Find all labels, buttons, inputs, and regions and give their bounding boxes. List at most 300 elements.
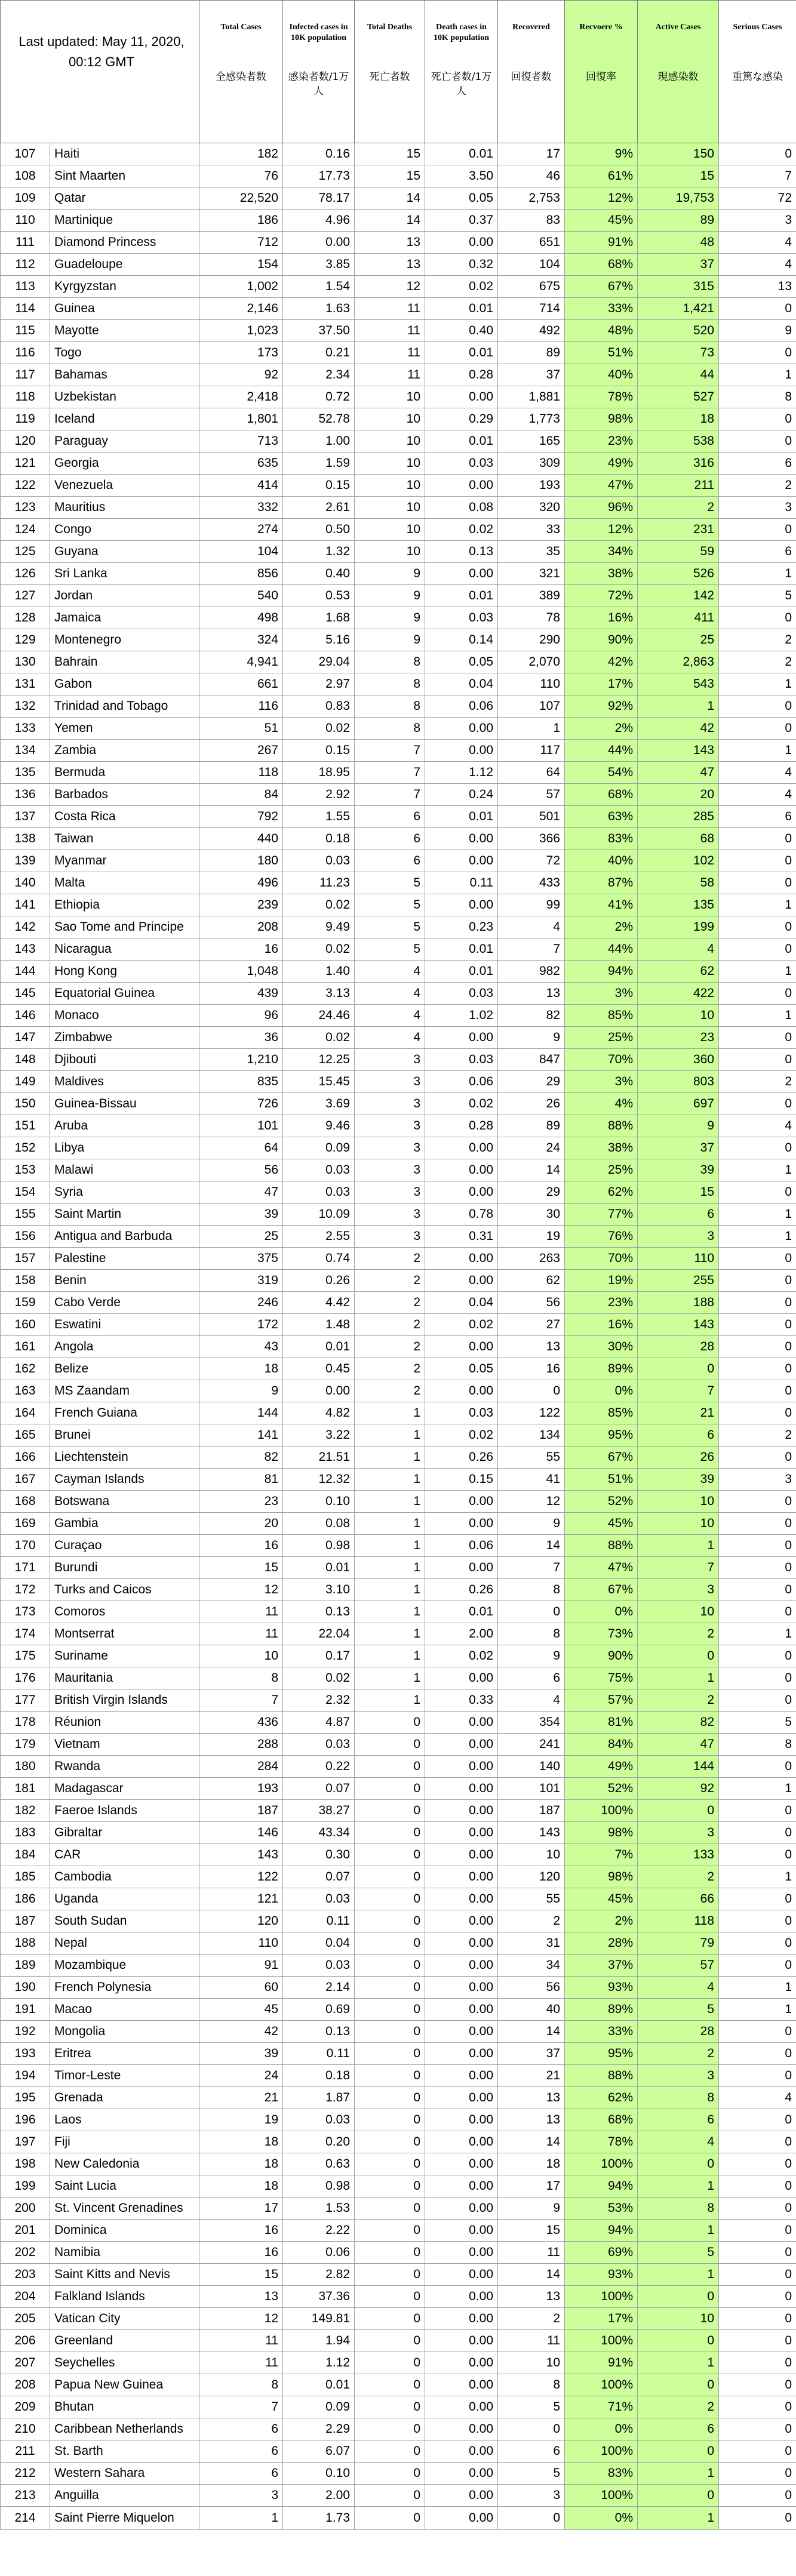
cell-deaths-per-10k: 0.00 — [425, 1380, 498, 1402]
cell-rank: 150 — [1, 1093, 50, 1115]
cell-infected-per-10k: 4.42 — [283, 1292, 355, 1314]
cell-serious-cases: 0 — [719, 2352, 796, 2374]
cell-total-cases: 186 — [199, 210, 283, 232]
cell-infected-per-10k: 0.15 — [283, 475, 355, 497]
cell-recovery-percent: 0% — [565, 2507, 638, 2530]
cell-serious-cases: 0 — [719, 342, 796, 364]
cell-total-cases: 24 — [199, 2065, 283, 2087]
cell-active-cases: 10 — [638, 1005, 719, 1027]
cell-active-cases: 3 — [638, 1579, 719, 1601]
cell-recovery-percent: 100% — [565, 1800, 638, 1822]
cell-active-cases: 2 — [638, 1623, 719, 1645]
cell-deaths-per-10k: 0.01 — [425, 1601, 498, 1623]
cell-serious-cases: 0 — [719, 607, 796, 629]
cell-recovered: 0 — [498, 1601, 565, 1623]
cell-active-cases: 62 — [638, 961, 719, 983]
cell-infected-per-10k: 0.40 — [283, 563, 355, 585]
cell-total-cases: 8 — [199, 2374, 283, 2396]
cell-total-deaths: 9 — [355, 607, 425, 629]
cell-rank: 115 — [1, 320, 50, 342]
cell-rank: 173 — [1, 1601, 50, 1623]
cell-infected-per-10k: 0.02 — [283, 718, 355, 740]
cell-rank: 209 — [1, 2396, 50, 2418]
cell-infected-per-10k: 4.96 — [283, 210, 355, 232]
cell-country: Caribbean Netherlands — [50, 2418, 199, 2440]
table-row — [1, 1844, 796, 1866]
cell-active-cases: 0 — [638, 1800, 719, 1822]
cell-total-cases: 144 — [199, 1402, 283, 1424]
cell-active-cases: 1 — [638, 2264, 719, 2286]
cell-rank: 187 — [1, 1910, 50, 1932]
table-row — [1, 2463, 796, 2485]
cell-infected-per-10k: 1.40 — [283, 961, 355, 983]
cell-total-deaths: 0 — [355, 2264, 425, 2286]
cell-deaths-per-10k: 0.04 — [425, 673, 498, 695]
cell-serious-cases: 0 — [719, 1888, 796, 1910]
cell-active-cases: 0 — [638, 1645, 719, 1667]
cell-recovered: 6 — [498, 2440, 565, 2463]
cell-rank: 198 — [1, 2153, 50, 2175]
cell-deaths-per-10k: 0.00 — [425, 2175, 498, 2198]
cell-serious-cases: 1 — [719, 1204, 796, 1226]
cell-infected-per-10k: 9.49 — [283, 916, 355, 938]
table-row — [1, 386, 796, 408]
cell-active-cases: 133 — [638, 1844, 719, 1866]
header-recovery-percent-ja: 回復率 — [586, 71, 616, 83]
cell-total-deaths: 1 — [355, 1447, 425, 1469]
cell-recovered: 41 — [498, 1469, 565, 1491]
cell-total-cases: 11 — [199, 1601, 283, 1623]
table-row — [1, 1336, 796, 1358]
cell-country: Nepal — [50, 1932, 199, 1955]
header-active-cases-en: Active Cases — [655, 23, 701, 32]
cell-recovery-percent: 100% — [565, 2374, 638, 2396]
cell-serious-cases: 0 — [719, 2374, 796, 2396]
cell-recovery-percent: 33% — [565, 298, 638, 320]
cell-total-deaths: 6 — [355, 850, 425, 872]
cell-serious-cases: 0 — [719, 1645, 796, 1667]
cell-recovered: 140 — [498, 1756, 565, 1778]
cell-country: Seychelles — [50, 2352, 199, 2374]
cell-recovered: 14 — [498, 2264, 565, 2286]
table-row — [1, 1491, 796, 1513]
cell-rank: 167 — [1, 1469, 50, 1491]
cell-total-deaths: 0 — [355, 2485, 425, 2507]
cell-country: Montserrat — [50, 1623, 199, 1645]
cell-recovered: 5 — [498, 2396, 565, 2418]
cell-total-deaths: 0 — [355, 1888, 425, 1910]
cell-country: Monaco — [50, 1005, 199, 1027]
cell-country: Maldives — [50, 1071, 199, 1093]
table-row — [1, 2175, 796, 2198]
cell-infected-per-10k: 0.09 — [283, 1137, 355, 1159]
cell-recovery-percent: 91% — [565, 232, 638, 254]
cell-recovery-percent: 68% — [565, 784, 638, 806]
cell-serious-cases: 1 — [719, 673, 796, 695]
cell-recovered: 1,881 — [498, 386, 565, 408]
cell-active-cases: 42 — [638, 718, 719, 740]
cell-recovery-percent: 91% — [565, 2352, 638, 2374]
cell-total-deaths: 5 — [355, 894, 425, 916]
cell-serious-cases: 1 — [719, 1999, 796, 2021]
cell-rank: 161 — [1, 1336, 50, 1358]
cell-deaths-per-10k: 0.00 — [425, 1888, 498, 1910]
cell-recovered: 2,070 — [498, 651, 565, 673]
cell-rank: 113 — [1, 276, 50, 298]
cell-infected-per-10k: 2.00 — [283, 2485, 355, 2507]
cell-deaths-per-10k: 0.02 — [425, 1093, 498, 1115]
cell-total-deaths: 2 — [355, 1270, 425, 1292]
cell-deaths-per-10k: 0.00 — [425, 2507, 498, 2530]
cell-deaths-per-10k: 0.02 — [425, 1314, 498, 1336]
cell-total-cases: 12 — [199, 2308, 283, 2330]
table-row — [1, 2330, 796, 2352]
cell-serious-cases: 0 — [719, 408, 796, 430]
table-row — [1, 1005, 796, 1027]
cell-rank: 183 — [1, 1822, 50, 1844]
cell-total-cases: 8 — [199, 1667, 283, 1689]
cell-rank: 164 — [1, 1402, 50, 1424]
cell-deaths-per-10k: 0.00 — [425, 2330, 498, 2352]
cell-country: Uganda — [50, 1888, 199, 1910]
header-total-cases — [199, 1, 283, 143]
cell-recovery-percent: 100% — [565, 2153, 638, 2175]
cell-rank: 208 — [1, 2374, 50, 2396]
cell-infected-per-10k: 0.13 — [283, 2021, 355, 2043]
cell-serious-cases: 6 — [719, 806, 796, 828]
cell-recovered: 6 — [498, 1667, 565, 1689]
cell-country: Montenegro — [50, 629, 199, 651]
cell-serious-cases: 0 — [719, 1049, 796, 1071]
cell-infected-per-10k: 0.02 — [283, 938, 355, 961]
cell-recovery-percent: 93% — [565, 1977, 638, 1999]
cell-recovery-percent: 0% — [565, 1380, 638, 1402]
cell-serious-cases: 0 — [719, 2418, 796, 2440]
cell-total-deaths: 0 — [355, 2352, 425, 2374]
cell-recovery-percent: 44% — [565, 740, 638, 762]
cell-active-cases: 9 — [638, 1115, 719, 1137]
header-recovered-ja: 回復者数 — [511, 71, 552, 83]
cell-rank: 127 — [1, 585, 50, 607]
cell-total-cases: 18 — [199, 2175, 283, 2198]
cell-total-cases: 712 — [199, 232, 283, 254]
cell-country: Timor-Leste — [50, 2065, 199, 2087]
cell-infected-per-10k: 1.87 — [283, 2087, 355, 2109]
cell-rank: 133 — [1, 718, 50, 740]
cell-country: Guinea — [50, 298, 199, 320]
cell-active-cases: 1,421 — [638, 298, 719, 320]
cell-recovery-percent: 93% — [565, 2264, 638, 2286]
cell-serious-cases: 4 — [719, 2087, 796, 2109]
cell-rank: 111 — [1, 232, 50, 254]
cell-serious-cases: 0 — [719, 1756, 796, 1778]
cell-recovered: 241 — [498, 1734, 565, 1756]
cell-recovery-percent: 3% — [565, 983, 638, 1005]
cell-country: Equatorial Guinea — [50, 983, 199, 1005]
cell-recovered: 2,753 — [498, 187, 565, 210]
cell-recovered: 15 — [498, 2220, 565, 2242]
table-row — [1, 2418, 796, 2440]
cell-active-cases: 1 — [638, 2175, 719, 2198]
cell-total-cases: 414 — [199, 475, 283, 497]
cell-total-cases: 116 — [199, 695, 283, 718]
cell-recovery-percent: 89% — [565, 1999, 638, 2021]
cell-infected-per-10k: 0.74 — [283, 1248, 355, 1270]
cell-recovery-percent: 100% — [565, 2485, 638, 2507]
cell-country: Taiwan — [50, 828, 199, 850]
cell-infected-per-10k: 3.10 — [283, 1579, 355, 1601]
cell-active-cases: 58 — [638, 872, 719, 894]
cell-recovery-percent: 45% — [565, 1888, 638, 1910]
cell-total-cases: 20 — [199, 1513, 283, 1535]
cell-total-cases: 118 — [199, 762, 283, 784]
table-row — [1, 1447, 796, 1469]
cell-active-cases: 150 — [638, 143, 719, 165]
cell-serious-cases: 2 — [719, 629, 796, 651]
table-row — [1, 1800, 796, 1822]
table-row — [1, 629, 796, 651]
cell-recovered: 99 — [498, 894, 565, 916]
table-row — [1, 938, 796, 961]
cell-recovery-percent: 96% — [565, 497, 638, 519]
cell-total-deaths: 0 — [355, 1734, 425, 1756]
cell-total-cases: 25 — [199, 1226, 283, 1248]
table-row — [1, 364, 796, 386]
cell-total-cases: 47 — [199, 1181, 283, 1204]
cell-total-deaths: 13 — [355, 232, 425, 254]
cell-rank: 200 — [1, 2198, 50, 2220]
cell-recovered: 29 — [498, 1071, 565, 1093]
cell-infected-per-10k: 0.63 — [283, 2153, 355, 2175]
cell-active-cases: 25 — [638, 629, 719, 651]
header-total-cases-ja: 全感染者数 — [216, 71, 266, 83]
cell-recovered: 5 — [498, 2463, 565, 2485]
cell-serious-cases: 0 — [719, 2198, 796, 2220]
cell-active-cases: 526 — [638, 563, 719, 585]
cell-recovery-percent: 34% — [565, 541, 638, 563]
cell-active-cases: 102 — [638, 850, 719, 872]
cell-total-cases: 498 — [199, 607, 283, 629]
cell-total-cases: 12 — [199, 1579, 283, 1601]
cell-total-deaths: 8 — [355, 673, 425, 695]
cell-infected-per-10k: 78.17 — [283, 187, 355, 210]
cell-serious-cases: 0 — [719, 2330, 796, 2352]
cell-active-cases: 8 — [638, 2087, 719, 2109]
cell-deaths-per-10k: 0.03 — [425, 453, 498, 475]
cell-infected-per-10k: 2.34 — [283, 364, 355, 386]
cell-country: New Caledonia — [50, 2153, 199, 2175]
table-row — [1, 585, 796, 607]
cell-active-cases: 360 — [638, 1049, 719, 1071]
cell-total-cases: 51 — [199, 718, 283, 740]
cell-country: Zimbabwe — [50, 1027, 199, 1049]
cell-recovered: 309 — [498, 453, 565, 475]
cell-total-cases: 1,002 — [199, 276, 283, 298]
cell-active-cases: 6 — [638, 1424, 719, 1447]
cell-rank: 151 — [1, 1115, 50, 1137]
cell-serious-cases: 0 — [719, 1667, 796, 1689]
cell-country: Palestine — [50, 1248, 199, 1270]
cell-serious-cases: 0 — [719, 2264, 796, 2286]
cell-serious-cases: 0 — [719, 850, 796, 872]
cell-total-deaths: 3 — [355, 1181, 425, 1204]
cell-recovery-percent: 0% — [565, 1601, 638, 1623]
cell-total-cases: 7 — [199, 2396, 283, 2418]
cell-recovery-percent: 100% — [565, 2330, 638, 2352]
table-row — [1, 1513, 796, 1535]
table-row — [1, 1579, 796, 1601]
cell-serious-cases: 0 — [719, 2109, 796, 2131]
cell-active-cases: 520 — [638, 320, 719, 342]
cell-infected-per-10k: 149.81 — [283, 2308, 355, 2330]
cell-infected-per-10k: 2.92 — [283, 784, 355, 806]
cell-total-deaths: 15 — [355, 143, 425, 165]
cell-country: Saint Pierre Miquelon — [50, 2507, 199, 2530]
cell-country: Réunion — [50, 1712, 199, 1734]
cell-deaths-per-10k: 0.31 — [425, 1226, 498, 1248]
cell-recovery-percent: 88% — [565, 1115, 638, 1137]
cell-total-deaths: 0 — [355, 2175, 425, 2198]
cell-deaths-per-10k: 0.13 — [425, 541, 498, 563]
cell-infected-per-10k: 0.83 — [283, 695, 355, 718]
cell-deaths-per-10k: 0.28 — [425, 1115, 498, 1137]
cell-recovered: 9 — [498, 1513, 565, 1535]
cell-rank: 165 — [1, 1424, 50, 1447]
cell-total-deaths: 3 — [355, 1049, 425, 1071]
cell-total-deaths: 0 — [355, 1955, 425, 1977]
cell-total-deaths: 0 — [355, 2308, 425, 2330]
cell-total-deaths: 11 — [355, 342, 425, 364]
cell-serious-cases: 7 — [719, 165, 796, 187]
cell-rank: 170 — [1, 1535, 50, 1557]
cell-deaths-per-10k: 0.05 — [425, 1358, 498, 1380]
table-row — [1, 850, 796, 872]
cell-country: Rwanda — [50, 1756, 199, 1778]
cell-total-cases: 180 — [199, 850, 283, 872]
cell-total-deaths: 8 — [355, 695, 425, 718]
cell-country: Bahamas — [50, 364, 199, 386]
cell-total-deaths: 3 — [355, 1115, 425, 1137]
cell-rank: 201 — [1, 2220, 50, 2242]
cell-total-deaths: 2 — [355, 1248, 425, 1270]
cell-active-cases: 2 — [638, 497, 719, 519]
cell-total-deaths: 0 — [355, 1756, 425, 1778]
cell-infected-per-10k: 0.06 — [283, 2242, 355, 2264]
cell-rank: 148 — [1, 1049, 50, 1071]
cell-recovery-percent: 42% — [565, 651, 638, 673]
table-row — [1, 232, 796, 254]
cell-total-deaths: 5 — [355, 916, 425, 938]
cell-infected-per-10k: 12.25 — [283, 1049, 355, 1071]
cell-total-cases: 1,210 — [199, 1049, 283, 1071]
cell-active-cases: 8 — [638, 2198, 719, 2220]
cell-recovered: 19 — [498, 1226, 565, 1248]
table-row — [1, 1093, 796, 1115]
cell-country: Trinidad and Tobago — [50, 695, 199, 718]
cell-country: Zambia — [50, 740, 199, 762]
cell-total-cases: 324 — [199, 629, 283, 651]
cell-recovered: 11 — [498, 2242, 565, 2264]
cell-deaths-per-10k: 0.01 — [425, 806, 498, 828]
cell-deaths-per-10k: 0.00 — [425, 232, 498, 254]
table-row — [1, 2374, 796, 2396]
table-row — [1, 1535, 796, 1557]
cell-active-cases: 0 — [638, 1358, 719, 1380]
cell-recovery-percent: 19% — [565, 1270, 638, 1292]
cell-serious-cases: 0 — [719, 2463, 796, 2485]
cell-deaths-per-10k: 3.50 — [425, 165, 498, 187]
cell-recovered: 46 — [498, 165, 565, 187]
cell-country: Qatar — [50, 187, 199, 210]
cell-total-deaths: 0 — [355, 1822, 425, 1844]
cell-recovery-percent: 2% — [565, 916, 638, 938]
cell-deaths-per-10k: 0.02 — [425, 1645, 498, 1667]
table-row — [1, 1999, 796, 2021]
cell-recovery-percent: 25% — [565, 1027, 638, 1049]
cell-infected-per-10k: 0.01 — [283, 2374, 355, 2396]
cell-recovery-percent: 98% — [565, 1866, 638, 1888]
cell-total-cases: 56 — [199, 1159, 283, 1181]
cell-recovered: 187 — [498, 1800, 565, 1822]
cell-serious-cases: 0 — [719, 1579, 796, 1601]
cell-recovered: 8 — [498, 2374, 565, 2396]
cell-rank: 189 — [1, 1955, 50, 1977]
table-row — [1, 497, 796, 519]
cell-total-deaths: 0 — [355, 2440, 425, 2463]
cell-country: Nicaragua — [50, 938, 199, 961]
header-total-deaths-en: Total Deaths — [367, 23, 413, 32]
cell-recovered: 193 — [498, 475, 565, 497]
cell-recovered: 14 — [498, 2131, 565, 2153]
cell-active-cases: 21 — [638, 1402, 719, 1424]
cell-country: Djibouti — [50, 1049, 199, 1071]
cell-infected-per-10k: 0.02 — [283, 1667, 355, 1689]
cell-recovered: 26 — [498, 1093, 565, 1115]
cell-recovered: 290 — [498, 629, 565, 651]
cell-infected-per-10k: 0.22 — [283, 1756, 355, 1778]
cell-infected-per-10k: 0.98 — [283, 2175, 355, 2198]
cell-recovered: 27 — [498, 1314, 565, 1336]
cell-recovery-percent: 83% — [565, 828, 638, 850]
cell-total-deaths: 1 — [355, 1579, 425, 1601]
cell-recovered: 320 — [498, 497, 565, 519]
cell-total-cases: 104 — [199, 541, 283, 563]
cell-rank: 193 — [1, 2043, 50, 2065]
cell-infected-per-10k: 0.03 — [283, 850, 355, 872]
cell-deaths-per-10k: 0.00 — [425, 1778, 498, 1800]
cell-serious-cases: 0 — [719, 718, 796, 740]
cell-total-cases: 121 — [199, 1888, 283, 1910]
cell-total-cases: 496 — [199, 872, 283, 894]
cell-recovery-percent: 52% — [565, 1491, 638, 1513]
cell-serious-cases: 2 — [719, 651, 796, 673]
cell-deaths-per-10k: 0.00 — [425, 1667, 498, 1689]
table-row — [1, 2198, 796, 2220]
cell-active-cases: 2,863 — [638, 651, 719, 673]
cell-recovery-percent: 45% — [565, 1513, 638, 1535]
cell-country: Sint Maarten — [50, 165, 199, 187]
cell-total-cases: 1,023 — [199, 320, 283, 342]
cell-country: Sao Tome and Principe — [50, 916, 199, 938]
cell-active-cases: 6 — [638, 2109, 719, 2131]
cell-recovered: 7 — [498, 938, 565, 961]
cell-country: Guyana — [50, 541, 199, 563]
cell-recovered: 165 — [498, 430, 565, 453]
cell-total-deaths: 10 — [355, 497, 425, 519]
cell-total-cases: 16 — [199, 938, 283, 961]
cell-rank: 153 — [1, 1159, 50, 1181]
cell-recovered: 40 — [498, 1999, 565, 2021]
